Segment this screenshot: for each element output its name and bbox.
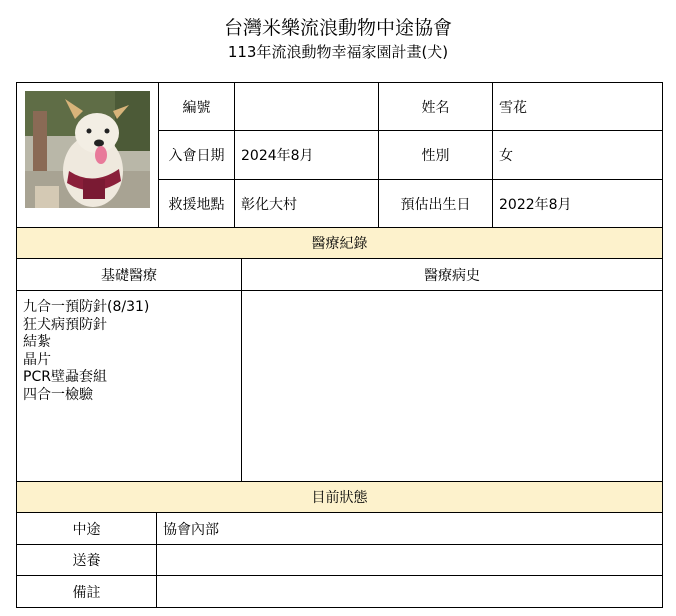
- basic-medical-header: 基礎醫療: [101, 267, 157, 284]
- medical-history-header: 醫療病史: [424, 267, 480, 284]
- organization-title: 台灣米樂流浪動物中途協會: [223, 17, 452, 39]
- name-value: 雪花: [499, 99, 527, 116]
- join-date-label: 入會日期: [168, 148, 225, 164]
- adoption-form: [16, 82, 663, 608]
- birth-date-value: 2022年8月: [499, 196, 572, 213]
- id-label: 編號: [182, 99, 211, 116]
- sex-value: 女: [499, 148, 513, 164]
- rescue-location-value: 彰化大村: [241, 196, 297, 213]
- id-value: [235, 83, 378, 130]
- medical-section-title: 醫療紀錄: [17, 228, 662, 258]
- status-value-adoption: [157, 545, 662, 575]
- basic-medical-item: 晶片: [23, 351, 51, 368]
- sex-label: 性別: [421, 148, 450, 164]
- program-subtitle: 113年流浪動物幸福家園計畫(犬): [227, 43, 449, 61]
- basic-medical-item: 結紮: [23, 334, 51, 350]
- status-label-notes: 備註: [72, 584, 101, 601]
- status-value-notes: [157, 576, 662, 607]
- status-section-title: 目前狀態: [17, 482, 662, 512]
- name-label: 姓名: [421, 99, 450, 116]
- status-label-foster: 中途: [72, 521, 101, 538]
- basic-medical-item: 四合一檢驗: [23, 386, 93, 403]
- basic-medical-item: PCR壁蝨套組: [23, 369, 107, 385]
- status-value-foster: 協會內部: [163, 521, 219, 538]
- basic-medical-item: 狂犬病預防針: [23, 316, 107, 333]
- status-label-adoption: 送養: [72, 553, 101, 569]
- birth-date-label: 預估出生日: [400, 196, 471, 213]
- join-date-value: 2024年8月: [241, 148, 314, 164]
- basic-medical-list: [17, 291, 241, 481]
- rescue-location-label: 救援地點: [168, 196, 225, 213]
- dog-photo-image: [25, 91, 150, 208]
- basic-medical-item: 九合一預防針(8/31): [23, 299, 150, 315]
- dog-photo: [25, 91, 150, 208]
- medical-history-content: [242, 291, 662, 481]
